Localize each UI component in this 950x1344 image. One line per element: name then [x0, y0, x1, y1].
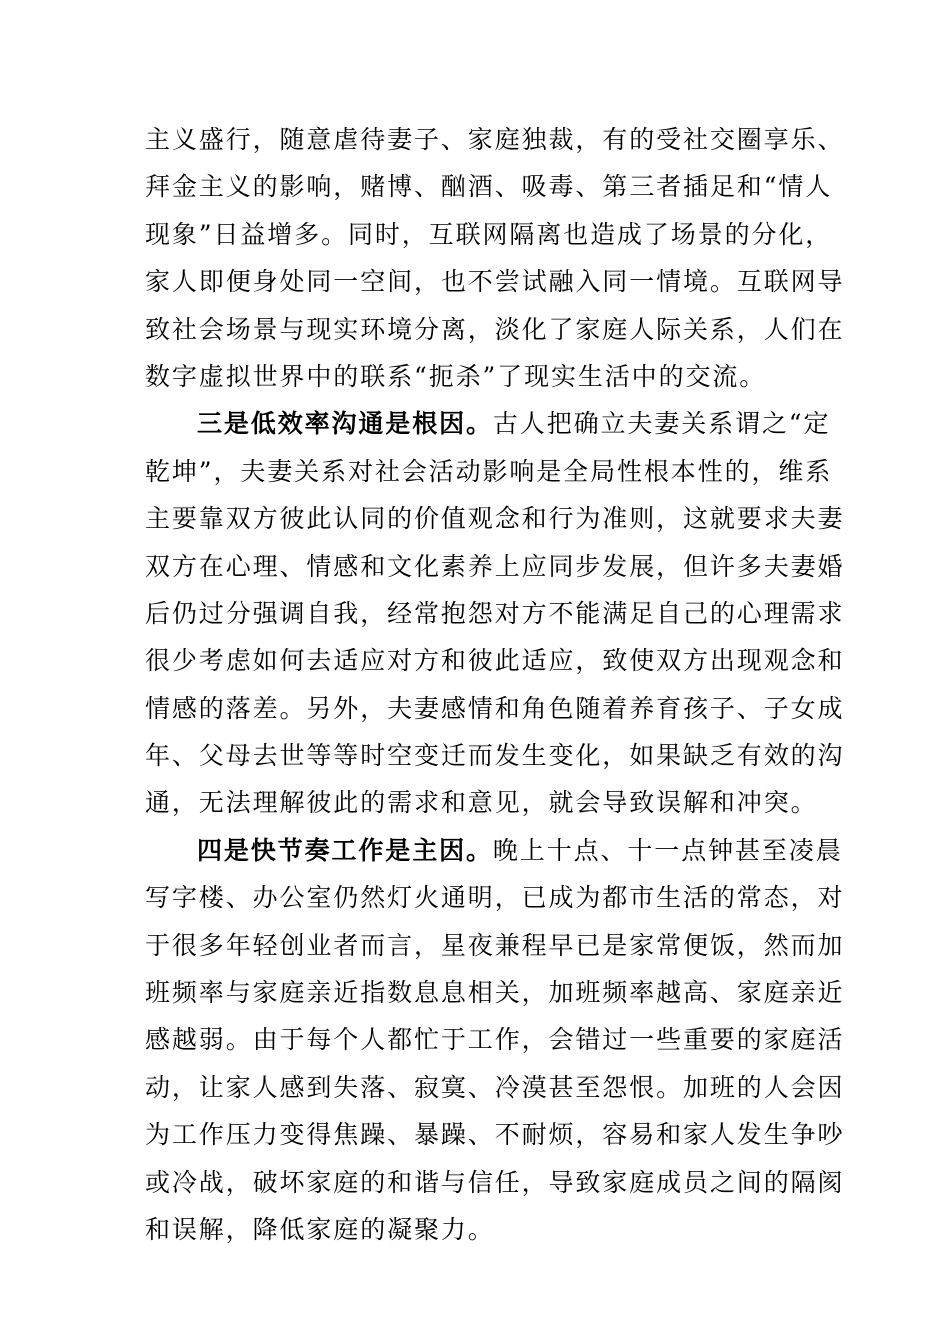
- text-line: 或冷战，破坏家庭的和谐与信任，导致家庭成员之间的隔阂: [145, 1167, 845, 1197]
- text-line: 致社会场景与现实环境分离，淡化了家庭人际关系，人们在: [145, 314, 845, 344]
- text-line: 双方在心理、情感和文化素养上应同步发展，但许多夫妻婚: [145, 551, 845, 581]
- paragraph-first-line-text: 晚上十点、十一点钟甚至凌晨: [492, 835, 843, 865]
- text-line: 主义盛行，随意虐待妻子、家庭独裁，有的受社交圈享乐、: [145, 125, 845, 154]
- text-line: 年、父母去世等等时空变迁而发生变化，如果缺乏有效的沟: [145, 741, 845, 771]
- paragraph-continued: [145, 116, 845, 400]
- text-line: 写字楼、办公室仍然灯火通明，已成为都市生活的常态，对: [145, 883, 845, 913]
- paragraph-first-line: [145, 400, 831, 447]
- text-line: 很少考虑如何去适应对方和彼此适应，致使双方出现观念和: [145, 646, 845, 676]
- text-line: 感越弱。由于每个人都忙于工作，会错过一些重要的家庭活: [145, 1025, 845, 1055]
- document-body: [145, 116, 845, 1253]
- paragraph-heading: 四是快节奏工作是主因。: [197, 835, 493, 865]
- text-line: 情感的落差。另外，夫妻感情和角色随着养育孩子、子女成: [145, 693, 845, 723]
- paragraph-three: [145, 400, 845, 827]
- text-line: 主要靠双方彼此认同的价值观念和行为准则，这就要求夫妻: [145, 504, 845, 534]
- text-line: 乾坤”，夫妻关系对社会活动影响是全局性根本性的，维系: [145, 456, 833, 486]
- text-line: 班频率与家庭亲近指数息息相关，加班频率越高、家庭亲近: [145, 978, 845, 1008]
- text-line: 动，让家人感到失落、寂寞、冷漠甚至怨恨。加班的人会因: [145, 1072, 845, 1102]
- text-line: 于很多年轻创业者而言，星夜兼程早已是家常便饭，然而加: [145, 930, 845, 960]
- paragraph-first-line-text: 古人把确立夫妻关系谓之“定: [492, 409, 831, 439]
- text-line: 后仍过分强调自我，经常抱怨对方不能满足自己的心理需求: [145, 598, 845, 628]
- paragraph-heading: 三是低效率沟通是根因。: [197, 409, 493, 439]
- text-line: 和误解，降低家庭的凝聚力。: [145, 1214, 495, 1244]
- paragraph-four: [145, 827, 845, 1254]
- text-line: 数字虚拟世界中的联系“扼杀”了现实生活中的交流。: [145, 361, 767, 391]
- paragraph-first-line: [145, 827, 843, 874]
- text-line: 现象”日益增多。同时，互联网隔离也造成了场景的分化，: [145, 219, 833, 249]
- text-line: 拜金主义的影响，赌博、酗酒、吸毒、第三者插足和“情人: [145, 172, 833, 202]
- text-line: 通，无法理解彼此的需求和意见，就会导致误解和冲突。: [145, 788, 818, 818]
- text-line: 为工作压力变得焦躁、暴躁、不耐烦，容易和家人发生争吵: [145, 1120, 845, 1150]
- text-line: 家人即便身处同一空间，也不尝试融入同一情境。互联网导: [145, 267, 845, 297]
